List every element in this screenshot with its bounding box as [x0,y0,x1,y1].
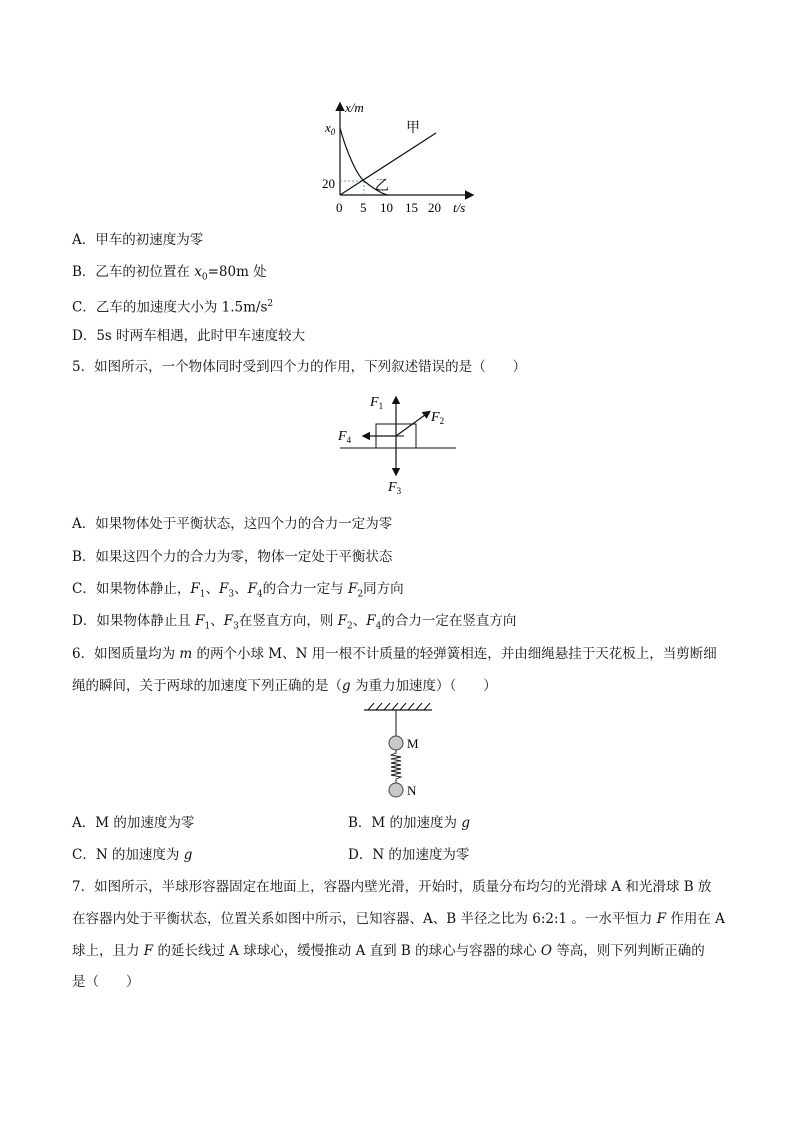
x-tick-15: 15 [405,200,418,215]
ball-m [389,736,403,750]
spring-diagram [358,702,448,802]
q6-stem-line1: 6．如图质量均为 m 的两个小球 M、N 用一根不计质量的轻弹簧相连，并由细绳悬挂于天花板上，当剪断细 [72,646,717,662]
q7-stem-line4: 是（ ） [72,974,140,990]
q6-option-a: A．M 的加速度为零 [72,815,195,831]
ball-n [389,783,403,797]
q4-option-a: A．甲车的初速度为零 [72,232,204,248]
q6-option-b: B．M 的加速度为 g [348,815,470,831]
q6-stem-line2: 绳的瞬间，关于两球的加速度下列正确的是（g 为重力加速度）（ ） [72,678,497,694]
x-tick-20: 20 [428,200,441,215]
q7-stem-line1: 7．如图所示，半球形容器固定在地面上，容器内壁光滑，开始时，质量分布均匀的光滑球 A 和光滑球 B 放 [72,879,712,895]
q5-option-a: A．如果物体处于平衡状态，这四个力的合力一定为零 [72,516,393,532]
q7-stem-line2: 在容器内处于平衡状态，位置关系如图中所示，已知容器、A、B 半径之比为 6:2:1 。一水平恒力 F 作用在 A [72,911,725,927]
q6-option-c: C．N 的加速度为 g [72,847,193,863]
xt-graph [322,98,482,218]
x-tick-10: 10 [380,200,393,215]
label-yi: 乙 [375,179,389,194]
q5-option-d: D．如果物体静止且 $F_1$、$F_3$在竖直方向，则 $F_2$、$F_4$的合力一定在竖直方向 [72,613,517,632]
q7-stem-line3: 球上，且力 F 的延长线过 A 球球心，缓慢推动 A 直到 B 的球心与容器的球心 O 等高，则下列判断正确的 [72,943,705,959]
q4-option-b: B．乙车的初位置在 $x_0=80m$ 处 [72,264,267,283]
q5-option-c: C．如果物体静止，$F_1$、$F_3$、$F_4$的合力一定与 $F_2$同方向 [72,581,404,600]
x-tick-0: 0 [336,200,343,215]
force-diagram [334,388,464,500]
q6-option-d: D．N 的加速度为零 [348,847,470,863]
spring [391,750,401,783]
label-f3: $F_3$ [388,480,402,496]
q4-option-d: D．5s 时两车相遇，此时甲车速度较大 [72,328,306,344]
y-tick-20: 20 [322,176,335,191]
x0-label: $x_0$ [325,120,336,137]
label-f2: $F_2$ [431,410,445,426]
label-n: N [407,783,417,798]
y-axis-label: x/m [345,100,364,115]
q5-stem: 5．如图所示，一个物体同时受到四个力的作用，下列叙述错误的是（ ） [72,359,527,375]
label-jia: 甲 [406,121,420,136]
x-axis-label: t/s [453,200,466,215]
x-tick-5: 5 [360,200,367,215]
label-f1: $F_1$ [370,395,384,411]
ceiling-hatch [368,703,430,710]
q5-option-b: B．如果这四个力的合力为零，物体一定处于平衡状态 [72,549,393,565]
label-f4: $F_4$ [338,429,352,445]
label-m: M [407,736,419,751]
q4-option-c: C．乙车的加速度大小为 $1.5m/s^2$ [72,299,274,316]
